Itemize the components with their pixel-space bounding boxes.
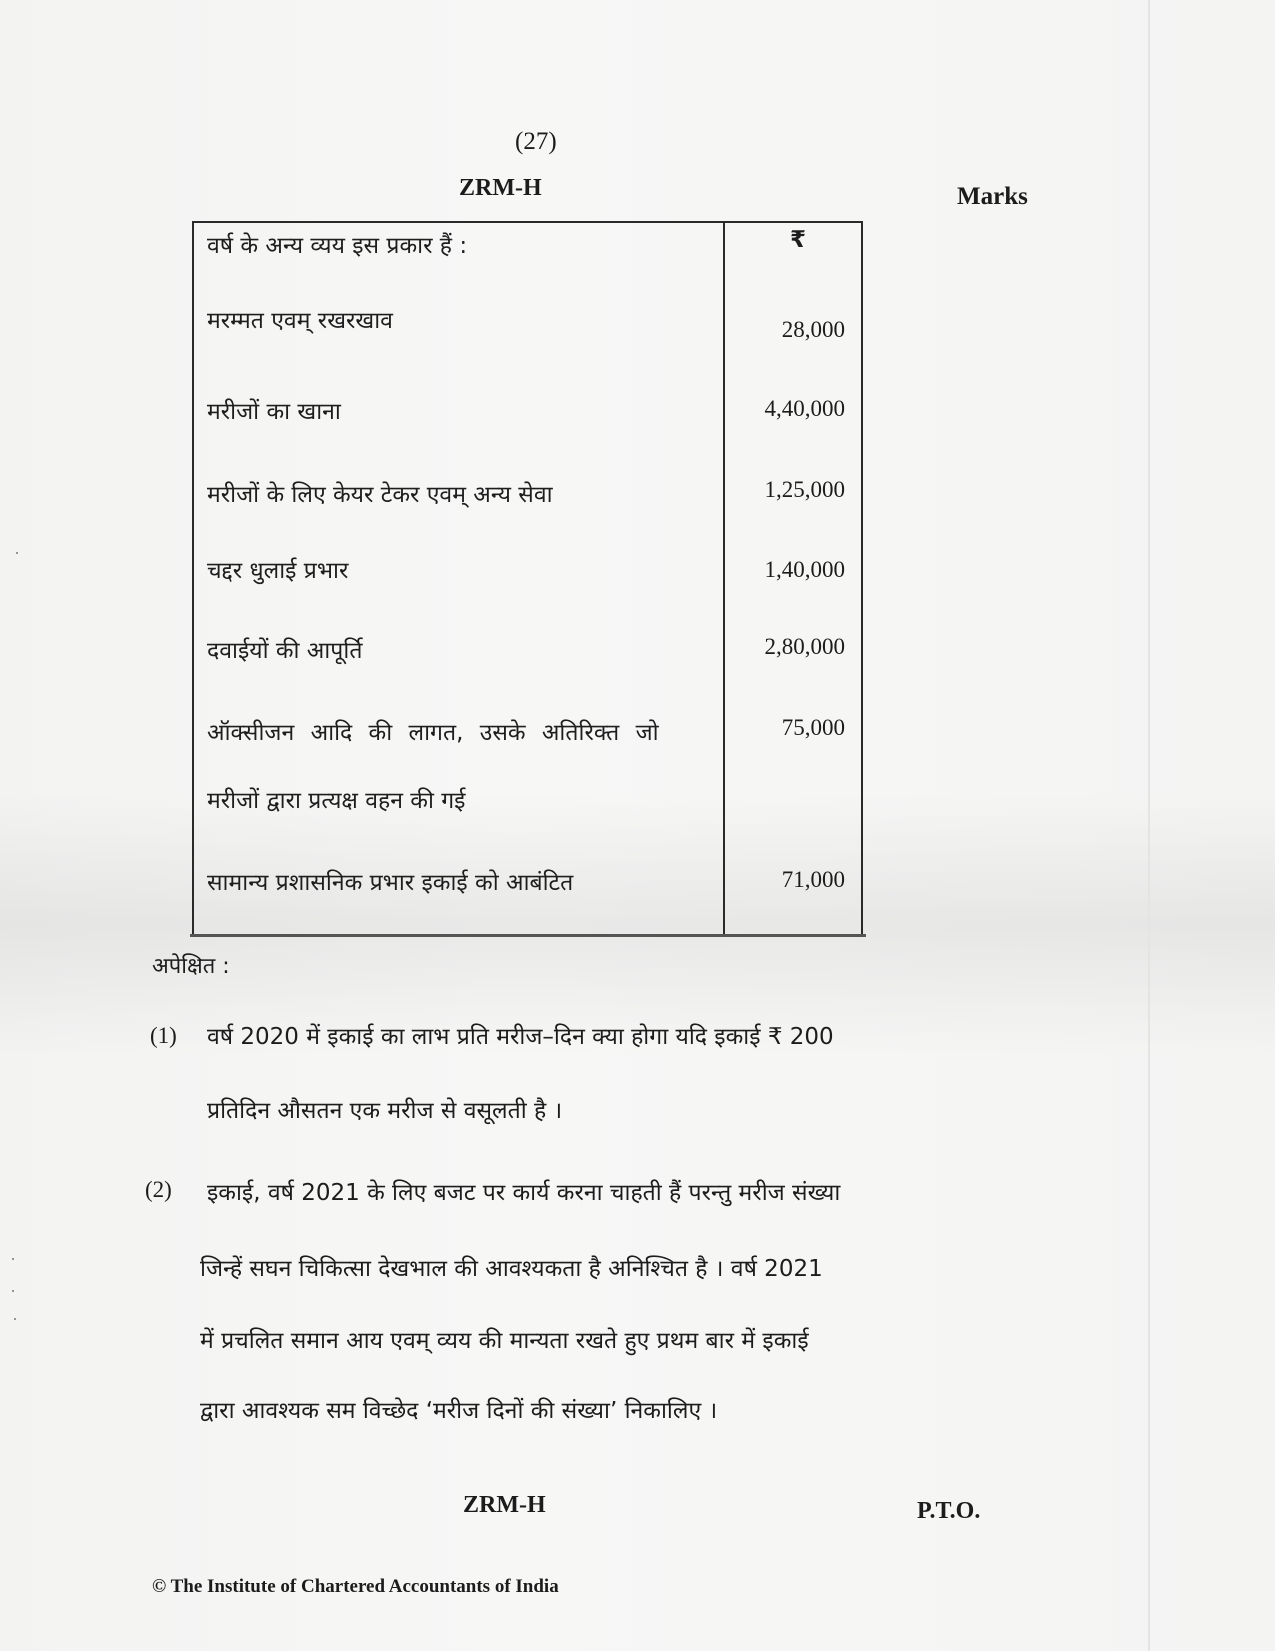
expense-row-value: 28,000	[781, 317, 845, 342]
expense-row-label-continued: मरीजों द्वारा प्रत्यक्ष वहन की गई	[207, 788, 466, 814]
expense-table-bottom-rule	[190, 934, 866, 937]
expense-row-label: मरीजों का खाना	[207, 399, 341, 425]
expense-row-value: 1,25,000	[764, 477, 845, 502]
pto-label: P.T.O.	[917, 1498, 981, 1524]
question-number: (1)	[150, 1023, 177, 1048]
copyright-notice: © The Institute of Chartered Accountants of India	[152, 1576, 559, 1597]
question-line: इकाई, वर्ष 2021 के लिए बजट पर कार्य करना चाहती हैं परन्तु मरीज संख्या	[207, 1180, 841, 1206]
expense-row-label: ऑक्सीजन आदि की लागत, उसके अतिरिक्त जो	[207, 720, 659, 746]
scan-speck	[12, 1290, 14, 1292]
paper-code-footer: ZRM-H	[463, 1492, 546, 1518]
marks-label: Marks	[957, 183, 1028, 210]
page-number: (27)	[515, 128, 557, 155]
question-line: जिन्हें सघन चिकित्सा देखभाल की आवश्यकता है अनिश्चित है । वर्ष 2021	[200, 1256, 823, 1282]
expense-row-value: 75,000	[781, 715, 845, 740]
expense-row-label: मरम्मत एवम् रखरखाव	[207, 308, 393, 334]
expense-table-heading: वर्ष के अन्य व्यय इस प्रकार हैं :	[207, 233, 468, 259]
question-line: में प्रचलित समान आय एवम् व्यय की मान्यता रखते हुए प्रथम बार में इकाई	[200, 1328, 809, 1354]
scan-edge	[1148, 0, 1150, 1651]
scan-speck	[14, 1318, 16, 1320]
question-line: प्रतिदिन औसतन एक मरीज से वसूलती है ।	[207, 1098, 563, 1124]
required-label: अपेक्षित :	[152, 954, 230, 979]
expense-row-value: 71,000	[781, 867, 845, 892]
expense-row-label: मरीजों के लिए केयर टेकर एवम् अन्य सेवा	[207, 482, 553, 508]
paper-code-header: ZRM-H	[459, 175, 542, 201]
expense-row-value: 1,40,000	[764, 557, 845, 582]
question-number: (2)	[145, 1177, 172, 1202]
expense-row-value: 4,40,000	[764, 396, 845, 421]
expense-row-label: चद्दर धुलाई प्रभार	[207, 558, 349, 584]
scan-speck	[12, 1258, 14, 1260]
expense-row-label: दवाईयों की आपूर्ति	[207, 638, 363, 664]
expense-row-label: सामान्य प्रशासनिक प्रभार इकाई को आबंटित	[207, 870, 574, 896]
question-line: वर्ष 2020 में इकाई का लाभ प्रति मरीज–दिन क्या होगा यदि इकाई ₹ 200	[207, 1024, 834, 1050]
question-line: द्वारा आवश्यक सम विच्छेद ‘मरीज दिनों की संख्या’ निकालिए ।	[200, 1398, 718, 1424]
expense-row-value: 2,80,000	[764, 634, 845, 659]
currency-symbol: ₹	[790, 227, 807, 253]
scan-speck	[16, 552, 18, 554]
